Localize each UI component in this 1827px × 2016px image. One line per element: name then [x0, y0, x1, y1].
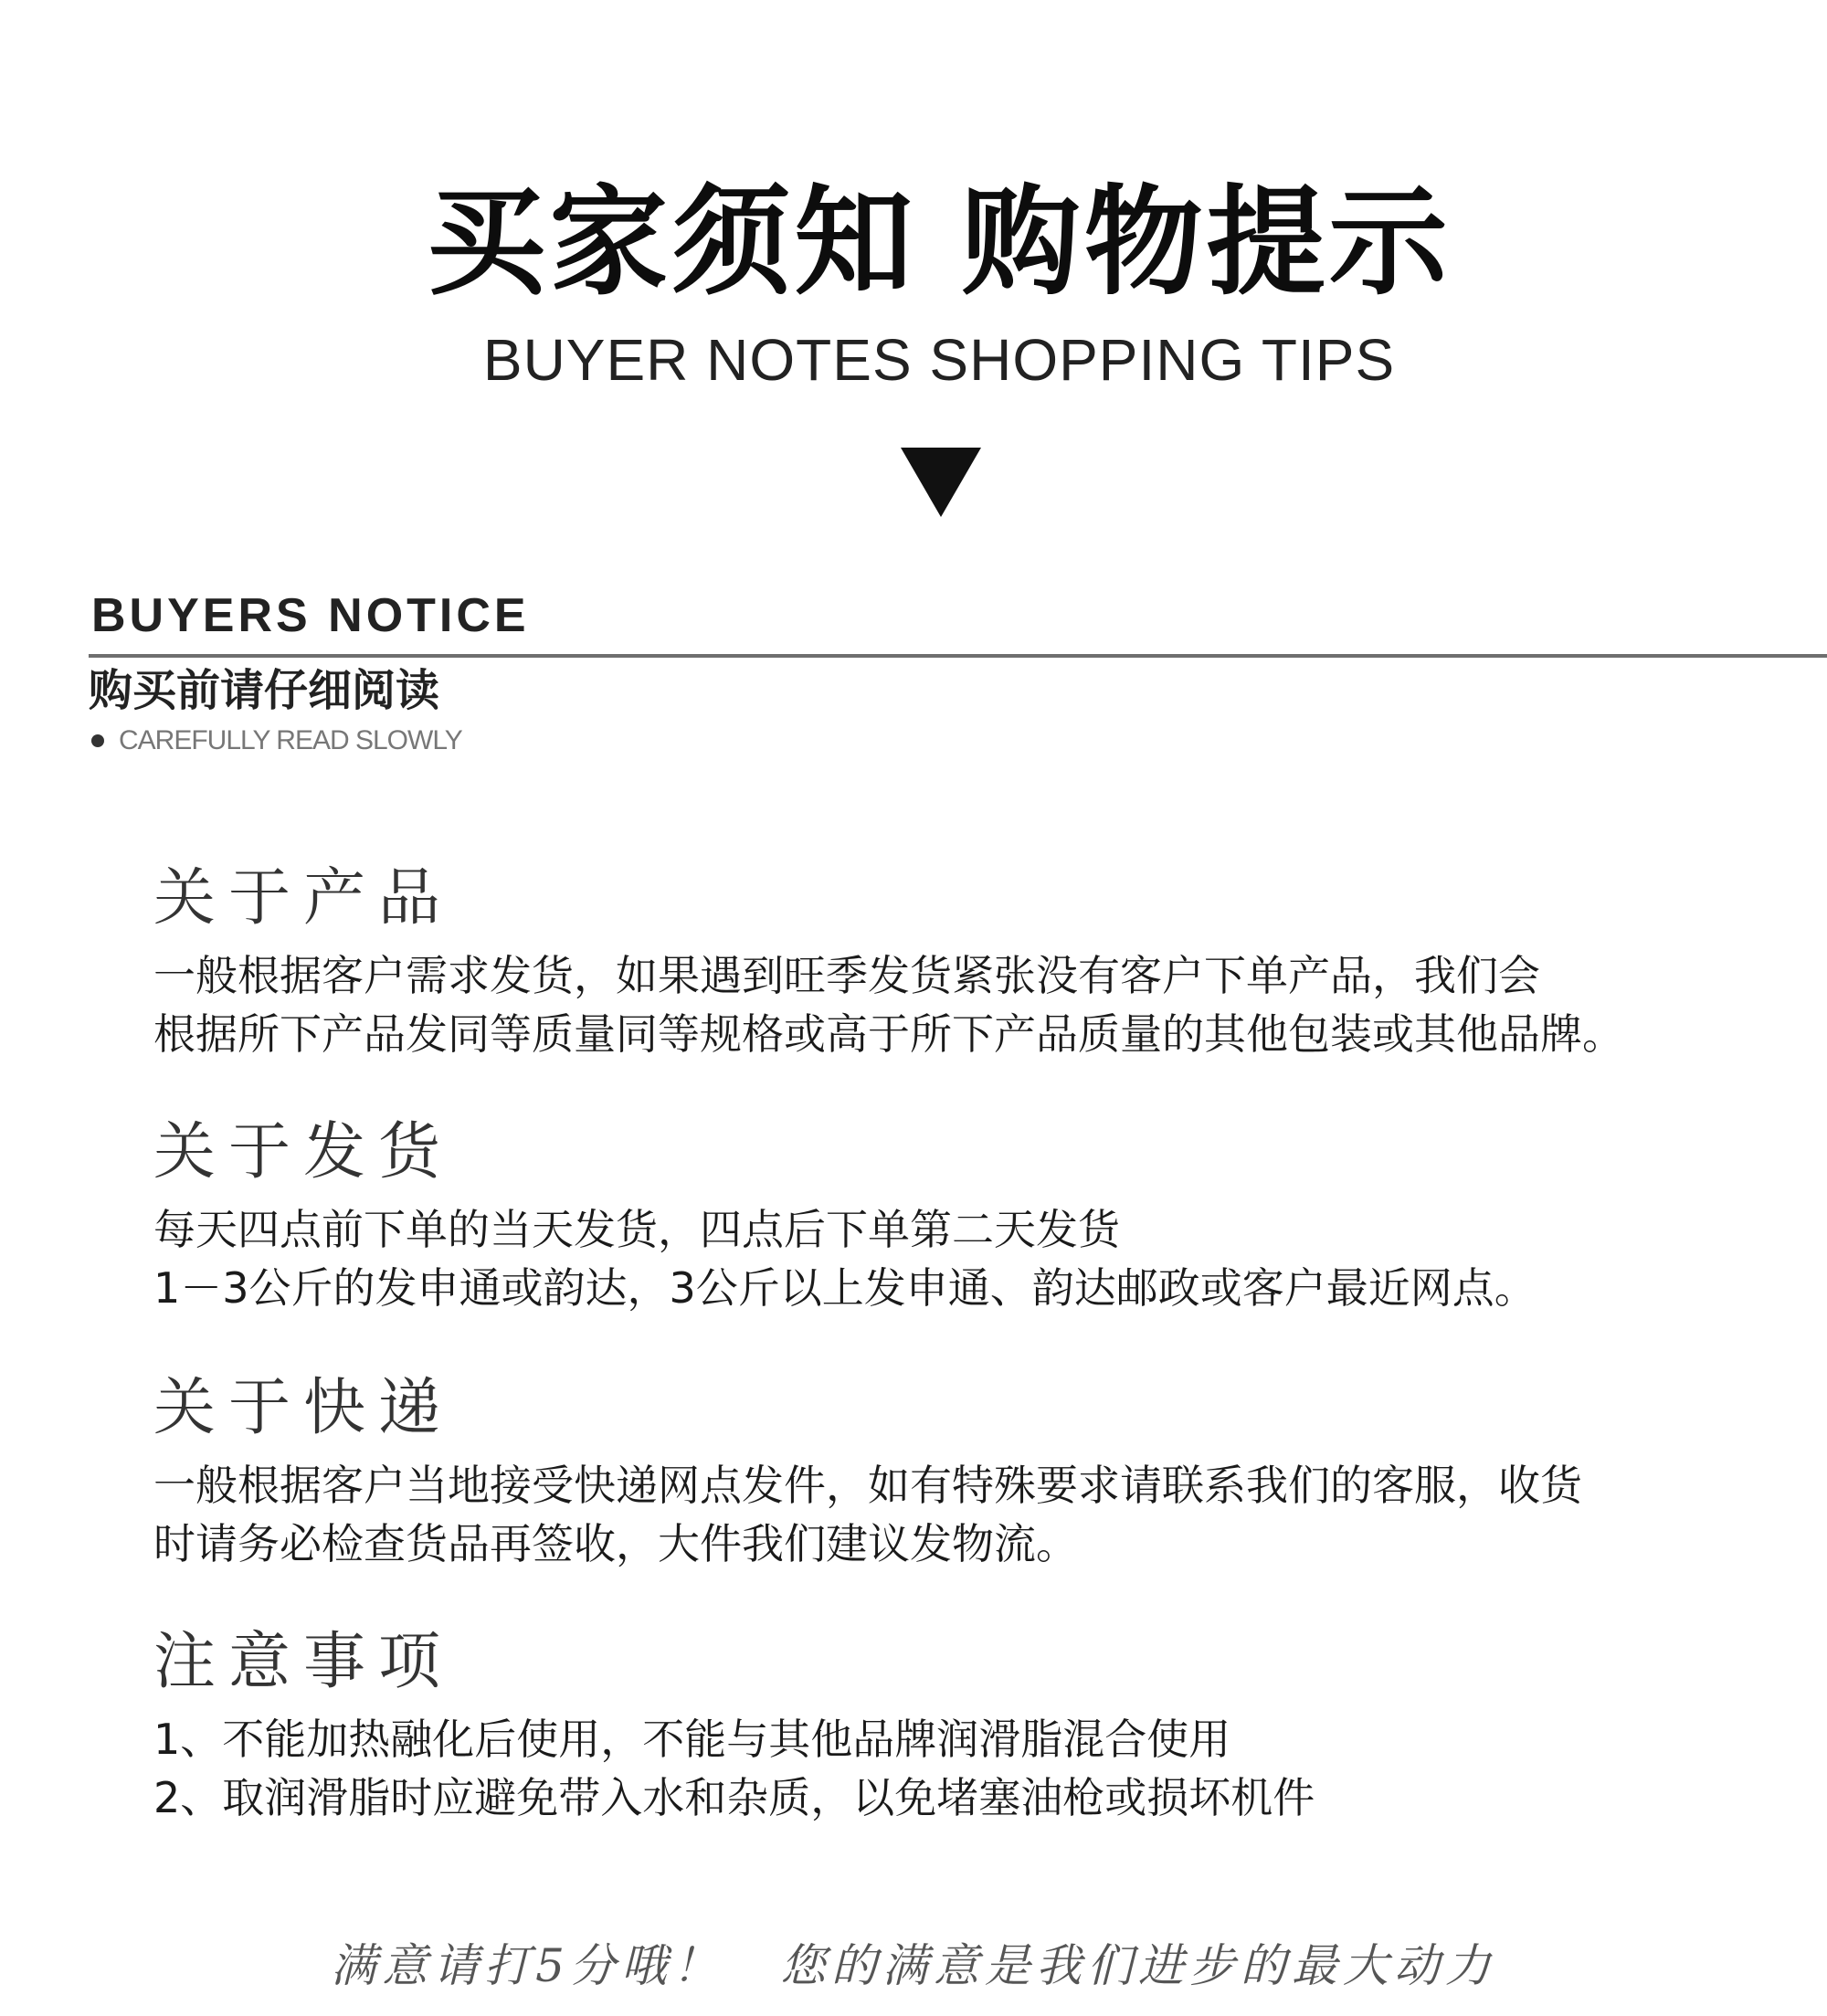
section-title: 注意事项 [153, 1626, 454, 1698]
section-line: 时请务必检查货品再签收，大件我们建议发物流。 [153, 1519, 1078, 1568]
section-title: 关于发货 [153, 1116, 454, 1188]
page-title: 买家须知 购物提示 [427, 173, 1452, 311]
section-line: 2、取润滑脂时应避免带入水和杂质，以免堵塞油枪或损坏机件 [153, 1773, 1315, 1822]
section-courier [153, 1372, 1582, 1573]
section-line: 根据所下产品发同等质量同等规格或高于所下产品质量的其他包装或其他品牌。 [153, 1009, 1624, 1059]
section-line: 一般根据客户当地接受快递网点发件，如有特殊要求请联系我们的客服，收货 [153, 1461, 1582, 1510]
section-line: 一般根据客户需求发货，如果遇到旺季发货紧张没有客户下单产品，我们会 [153, 951, 1540, 1000]
section-line: 1－3公斤的发申通或韵达，3公斤以上发申通、韵达邮政或客户最近网点。 [153, 1263, 1537, 1313]
page-subtitle: BUYER NOTES SHOPPING TIPS [482, 327, 1396, 393]
section-line: 1、不能加热融化后使用，不能与其他品牌润滑脂混合使用 [153, 1715, 1231, 1764]
section-shipping [153, 1116, 1537, 1317]
notice-heading: BUYERS NOTICE [91, 589, 530, 642]
divider [89, 654, 1827, 658]
section-line: 每天四点前下单的当天发货，四点后下单第二天发货 [153, 1205, 1120, 1254]
bullet-dot-icon [91, 734, 104, 747]
down-arrow-icon [901, 448, 981, 517]
section-title: 关于产品 [153, 862, 454, 934]
footer-slogan: 满意请打5分哦！ 您的满意是我们进步的最大动力 [331, 1939, 1496, 1992]
section-notes [153, 1626, 1315, 1827]
read-slowly-text: CAREFULLY READ SLOWLY [119, 725, 462, 755]
section-title: 关于快递 [153, 1372, 454, 1444]
read-slowly-hint [91, 725, 462, 756]
section-product [153, 862, 1624, 1063]
notice-cn-heading: 购买前请仔细阅读 [89, 665, 440, 716]
